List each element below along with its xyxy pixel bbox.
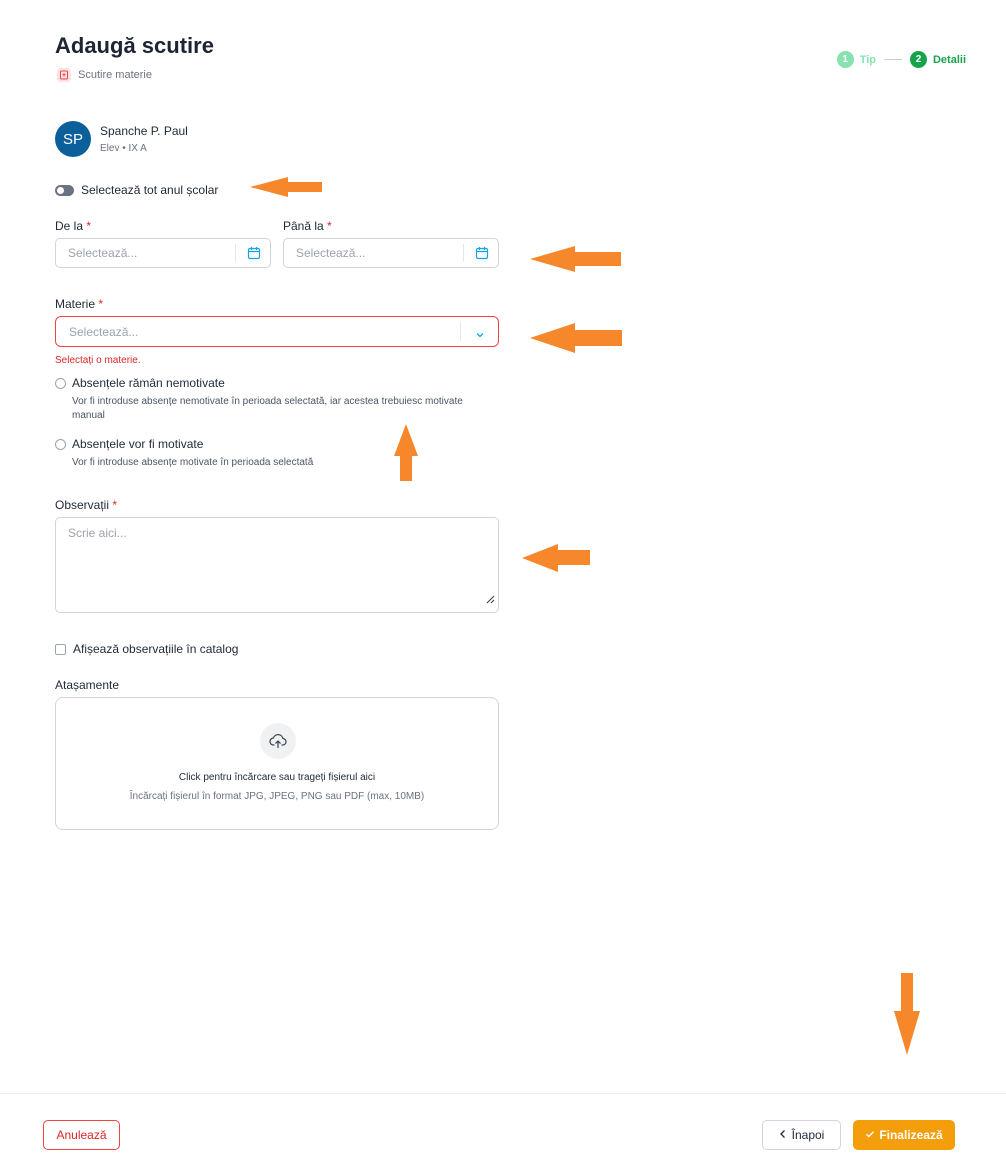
footer-bar [0, 1093, 1006, 1161]
annotation-arrow [530, 322, 623, 354]
upload-dropzone[interactable] [55, 697, 499, 830]
chevron-left-icon [779, 1128, 787, 1142]
date-to-field[interactable] [283, 238, 499, 268]
observations-textarea[interactable] [56, 518, 498, 612]
back-button-label: Înapoi [791, 1128, 825, 1142]
whole-year-toggle[interactable] [55, 185, 74, 196]
show-in-catalog-row[interactable] [55, 642, 238, 656]
date-from-label [55, 219, 91, 233]
subject-select[interactable] [55, 316, 499, 347]
annotation-arrow [522, 543, 591, 573]
finish-button[interactable] [853, 1120, 955, 1150]
page-subtitle [57, 68, 152, 82]
upload-main-text: Click pentru încărcare sau trageți fișierul aici [178, 772, 376, 783]
required-mark: * [112, 498, 118, 512]
toggle-knob [57, 187, 64, 194]
observations-label-text: Observații [55, 498, 110, 512]
page-title: Adaugă scutire [55, 33, 214, 58]
absence-option-unmotivated[interactable] [55, 376, 492, 423]
field-divider [463, 244, 464, 262]
required-mark: * [86, 219, 92, 233]
step-tip[interactable] [837, 51, 876, 68]
calendar-icon[interactable] [475, 246, 489, 265]
step-number: 1 [837, 51, 854, 68]
field-divider [460, 322, 461, 341]
show-in-catalog-checkbox[interactable] [55, 644, 66, 655]
date-from-input[interactable] [56, 239, 231, 267]
step-label: Tip [859, 53, 876, 66]
radio-title: Absențele rămân nemotivate [72, 376, 225, 390]
subject-error: Selectați o materie. [55, 355, 141, 366]
medical-note-icon [57, 68, 71, 82]
step-detalii [910, 51, 966, 68]
observations-field[interactable] [55, 517, 499, 613]
stepper [837, 51, 966, 68]
date-to-label-text: Până la [283, 219, 324, 233]
step-connector [884, 59, 902, 60]
radio-button[interactable] [55, 439, 66, 450]
resize-handle-icon[interactable] [485, 591, 495, 609]
step-label: Detalii [932, 53, 966, 66]
radio-title: Absențele vor fi motivate [72, 437, 204, 451]
radio-description: Vor fi introduse absențe nemotivate în perioada selectată, iar acestea trebuiesc motivate manual [72, 396, 463, 421]
field-divider [235, 244, 236, 262]
subject-label [55, 297, 103, 311]
upload-sub-text: Încărcați fișierul în format JPG, JPEG, PNG sau PDF (max, 10MB) [129, 791, 425, 802]
cloud-upload-icon [260, 723, 296, 759]
attachments-label: Atașamente [55, 678, 120, 692]
whole-year-toggle-label: Selectează tot anul școlar [81, 183, 219, 197]
annotation-arrow [250, 176, 323, 198]
check-icon [865, 1128, 875, 1142]
annotation-arrow [893, 973, 921, 1056]
date-to-label [283, 219, 332, 233]
student-card [55, 121, 188, 157]
cancel-button[interactable]: Anulează [43, 1120, 120, 1150]
absence-option-motivated[interactable] [55, 437, 492, 470]
date-from-label-text: De la [55, 219, 84, 233]
subtitle-label: Scutire materie [78, 69, 152, 81]
student-meta: Elev • IX A [100, 143, 147, 154]
calendar-icon[interactable] [247, 246, 261, 265]
step-number: 2 [910, 51, 927, 68]
finish-button-label: Finalizează [879, 1128, 943, 1142]
subject-label-text: Materie [55, 297, 96, 311]
observations-label [55, 498, 117, 512]
back-button[interactable] [762, 1120, 841, 1150]
student-name: Spanche P. Paul [100, 124, 188, 138]
radio-button[interactable] [55, 378, 66, 389]
radio-description: Vor fi introduse absențe motivate în perioada selectată [72, 457, 314, 468]
subject-placeholder: Selectează... [69, 325, 139, 339]
required-mark: * [98, 297, 104, 311]
whole-year-toggle-row[interactable] [55, 183, 218, 197]
date-to-input[interactable] [284, 239, 459, 267]
avatar: SP [55, 121, 91, 157]
date-from-field[interactable] [55, 238, 271, 268]
annotation-arrow [393, 424, 419, 482]
show-in-catalog-label: Afișează observațiile în catalog [73, 642, 239, 656]
annotation-arrow [530, 245, 622, 273]
chevron-down-icon[interactable] [475, 327, 485, 345]
required-mark: * [327, 219, 332, 233]
